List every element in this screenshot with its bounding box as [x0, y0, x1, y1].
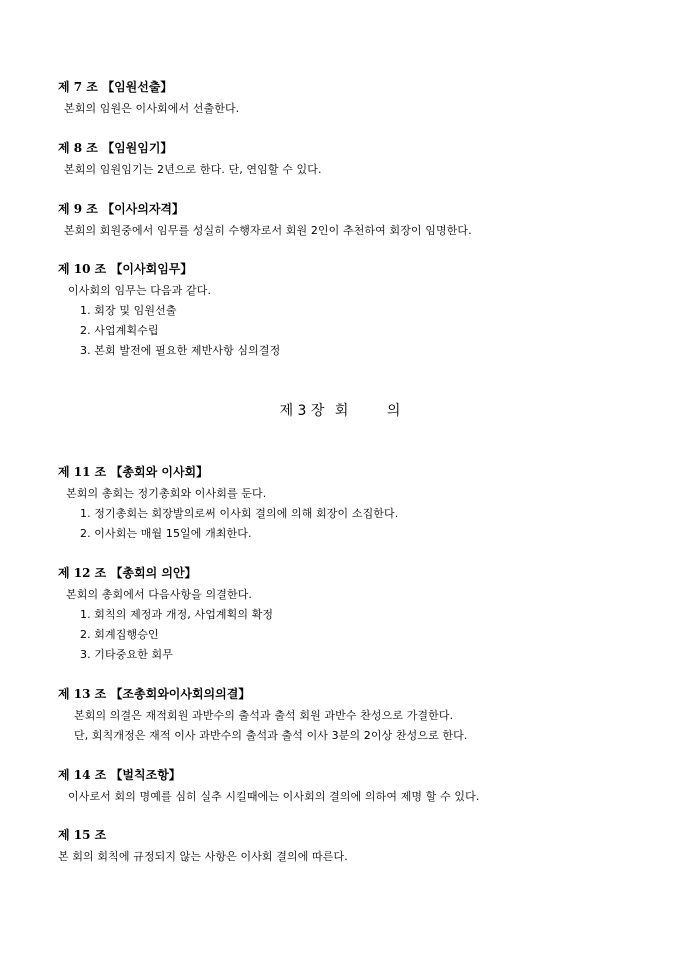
article-text: 이사회의 임무는 다음과 같다. — [68, 284, 212, 297]
list-item: 3. 기타중요한 회무 — [80, 648, 173, 661]
list-item: 1. 회장 및 임원선출 — [80, 304, 177, 317]
article-heading: 제 15 조 — [58, 828, 107, 842]
article-14 — [58, 768, 658, 807]
list-item: 2. 이사회는 매월 15일에 개최한다. — [80, 527, 252, 540]
article-heading: 제 7 조 【임원선출】 — [58, 80, 173, 94]
article-10 — [58, 262, 658, 361]
article-text: 본회의 임원임기는 2년으로 한다. 단, 연임할 수 있다. — [64, 163, 322, 176]
article-heading: 제 9 조 【이사의자격】 — [58, 202, 185, 216]
article-heading: 제 12 조 【총회의 의안】 — [58, 566, 197, 580]
chapter-title-part: 의 — [386, 403, 401, 419]
chapter-title — [0, 402, 680, 420]
article-text: 본 회의 회칙에 규정되지 않는 사항은 이사회 결의에 따른다. — [58, 850, 348, 863]
article-text: 본회의 총회에서 다음사항을 의결한다. — [66, 588, 253, 601]
article-7 — [58, 80, 658, 119]
list-item: 2. 회계집행승인 — [80, 628, 159, 641]
chapter-title-part: 회 — [334, 403, 349, 419]
article-9 — [58, 202, 658, 241]
article-text: 본회의 회원중에서 임무를 성실히 수행자로서 회원 2인이 추천하여 회장이 임명한다. — [64, 224, 472, 237]
article-text: 이사로서 회의 명예를 심히 실추 시킬때에는 이사회의 결의에 의하여 제명 할 수 있다. — [68, 790, 480, 803]
article-heading: 제 11 조 【총회와 이사회】 — [58, 465, 209, 479]
article-11 — [58, 465, 658, 544]
list-item: 2. 사업계획수립 — [80, 324, 159, 337]
list-item: 3. 본회 발전에 필요한 제반사항 심의결정 — [80, 344, 281, 357]
article-heading: 제 14 조 【벌칙조항】 — [58, 768, 181, 782]
article-text: 본회의 임원은 이사회에서 선출한다. — [64, 102, 240, 115]
list-item: 1. 정기총회는 회장발의로써 이사회 결의에 의해 회장이 소집한다. — [80, 507, 399, 520]
article-12 — [58, 566, 658, 665]
article-heading: 제 10 조 【이사회임무】 — [58, 262, 193, 276]
chapter-number: 제 3 장 — [279, 403, 325, 419]
list-item: 1. 회칙의 제정과 개정, 사업계획의 확정 — [80, 608, 274, 621]
article-8 — [58, 141, 658, 180]
article-text: 본회의 의결은 재적회원 과반수의 출석과 출석 회원 과반수 찬성으로 가결한다. — [74, 709, 454, 722]
article-13 — [58, 687, 658, 746]
article-text: 단, 회칙개정은 재적 이사 과반수의 출석과 출석 이사 3분의 2이상 찬성으로 한다. — [74, 729, 468, 742]
article-text: 본회의 총회는 정기총회와 이사회를 둔다. — [66, 487, 267, 500]
article-heading: 제 13 조 【조총회와이사회의의결】 — [58, 687, 251, 701]
article-heading: 제 8 조 【임원임기】 — [58, 141, 173, 155]
article-15 — [58, 828, 658, 867]
